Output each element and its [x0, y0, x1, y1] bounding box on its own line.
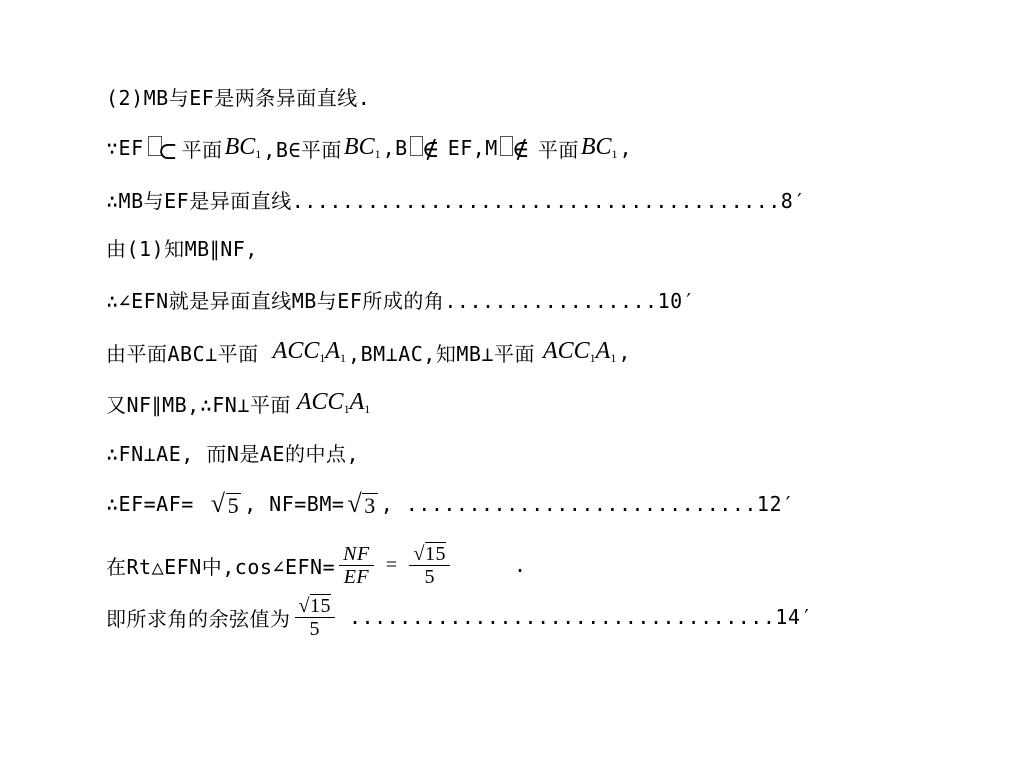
plane-acc1a1-formula [295, 389, 372, 417]
formula-main: A [325, 338, 341, 364]
line-text: EF,M [447, 136, 498, 160]
line-text: , [618, 340, 631, 364]
numerator: NF [343, 542, 370, 565]
line-text: ∴MB与EF是异面直线.......................................8′ [106, 188, 806, 213]
formula-main: A [595, 338, 611, 364]
line-text: ∴∠EFN就是异面直线MB与EF所成的角.................10′ [106, 288, 696, 313]
not-in-glyph: ∉ [421, 135, 440, 163]
line-text: (2)MB与EF是两条异面直线. [106, 85, 371, 110]
formula-subscript: 1 [364, 402, 371, 416]
line-text: ∴FN⊥AE, 而N是AE的中点, [106, 441, 359, 466]
radical-sign: √ [347, 489, 363, 518]
radicand: 15 [424, 542, 446, 565]
radical-sign: √ [298, 594, 310, 617]
formula-main: A [349, 389, 365, 415]
formula-subscript: 1 [610, 351, 617, 365]
not-in-symbol [500, 133, 536, 163]
solution-line-2 [106, 128, 632, 168]
radical-sign: √ [210, 489, 226, 518]
radicand: 15 [309, 594, 331, 617]
line-text: 又NF∥MB,∴FN⊥平面 [106, 392, 291, 417]
solution-line-1 [106, 76, 370, 116]
solution-line-7 [106, 383, 372, 423]
line-text: ∵EF [106, 136, 144, 160]
plane-acc1a1-formula [271, 338, 348, 366]
line-text: ∴EF=AF= [106, 492, 194, 516]
formula-subscript: 1 [374, 147, 381, 161]
formula-subscript: 1 [611, 147, 618, 161]
denominator: 5 [424, 565, 435, 588]
line-text: 即所求角的余弦值为 [106, 606, 291, 631]
formula-subscript: 1 [340, 351, 347, 365]
not-in-symbol [410, 133, 446, 163]
plane-bc1-formula [342, 134, 383, 162]
numerator [409, 543, 449, 565]
formula-main: BC [343, 134, 375, 160]
equals-sign: = [385, 553, 398, 576]
denominator: EF [343, 565, 370, 588]
line-text: ,BM⊥AC,知MB⊥平面 [348, 341, 535, 366]
line-text: ,B [382, 136, 408, 160]
solution-line-3 [106, 179, 806, 219]
formula-main: ACC [296, 389, 344, 415]
formula-main: BC [580, 134, 612, 160]
radical-sign: √ [413, 542, 425, 565]
formula-subscript: 1 [589, 351, 596, 365]
sqrt-3 [347, 491, 377, 517]
line-text: 在Rt△EFN中,cos∠EFN= [106, 554, 336, 579]
line-text: . [513, 553, 527, 577]
plane-bc1-formula [579, 134, 620, 162]
line-text: , [619, 136, 633, 160]
line-text: 平面 [181, 137, 223, 162]
subset-glyph: ⊂ [157, 137, 179, 165]
solution-line-8 [106, 432, 359, 472]
solution-line-5 [106, 279, 695, 319]
radicand: 5 [227, 492, 240, 518]
not-in-glyph: ∉ [511, 135, 531, 163]
line-text: , ............................12′ [380, 492, 795, 516]
subset-symbol [146, 133, 180, 163]
formula-main: BC [224, 134, 256, 160]
solution-line-6 [106, 332, 631, 372]
fraction-sqrt15-over-5 [295, 595, 335, 640]
formula-main: ACC [542, 338, 590, 364]
line-text: 由平面ABC⊥平面 [106, 341, 259, 366]
sqrt-5 [211, 491, 241, 517]
line-text: 由(1)知MB∥NF, [106, 236, 258, 261]
line-text: , NF=BM= [244, 492, 345, 516]
radicand: 3 [364, 492, 376, 518]
line-text: ,B∈平面 [263, 137, 342, 162]
solution-line-11 [106, 588, 813, 646]
formula-subscript: 1 [319, 351, 326, 365]
numerator [295, 595, 335, 617]
formula-main: ACC [272, 338, 320, 364]
solution-line-9 [106, 484, 795, 524]
plane-bc1-formula [223, 134, 264, 162]
line-text: 平面 [537, 137, 579, 162]
plane-acc1a1-formula [541, 338, 618, 366]
solution-line-10 [106, 536, 527, 594]
fraction-sqrt15-over-5 [409, 543, 449, 588]
solution-line-4 [106, 227, 258, 267]
denominator: 5 [309, 617, 320, 640]
fraction-nf-over-ef [339, 543, 374, 588]
line-text: ..................................14′ [348, 605, 814, 629]
formula-subscript: 1 [343, 402, 350, 416]
formula-subscript: 1 [255, 147, 262, 161]
